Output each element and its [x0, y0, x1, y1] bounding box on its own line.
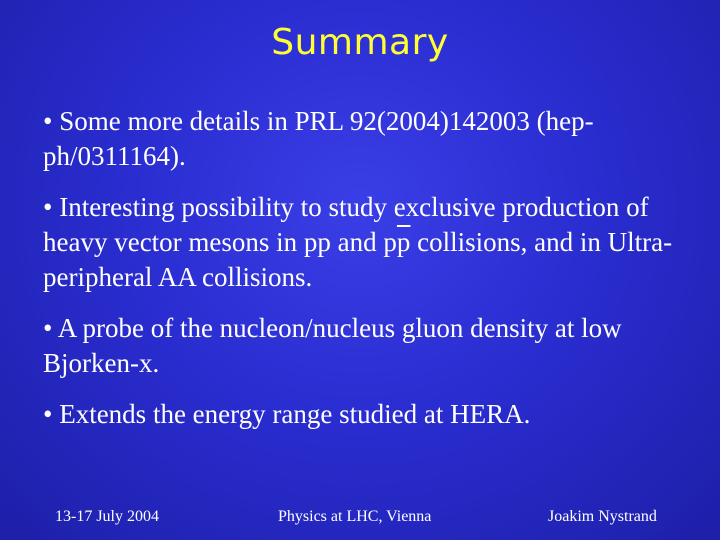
bullet-text: Interesting possibility to study exclusive production of heavy vector mesons in pp and p [43, 192, 649, 257]
footer-author: Joakim Nystrand [548, 508, 657, 525]
antiproton-symbol: $\overline{p}$ [396, 227, 411, 257]
footer-event: Physics at LHC, Vienna [278, 508, 432, 525]
bullet-text: Some more details in PRL 92(2004)142003 (hep-ph/0311164). [43, 106, 594, 171]
bullet-item [43, 190, 693, 295]
bullet-item [43, 104, 693, 174]
slide-title: Summary [271, 22, 449, 63]
bullet-marker: • [43, 106, 60, 136]
bullet-text-continued: collisions, and in Ultra-peripheral AA collisions. [43, 227, 673, 292]
bullet-item [43, 311, 693, 381]
bullet-marker: • [43, 313, 58, 343]
bullet-list [43, 104, 693, 432]
bullet-item [43, 397, 693, 432]
bullet-text: A probe of the nucleon/nucleus gluon density at low Bjorken-x. [43, 313, 622, 378]
bullet-text: Extends the energy range studied at HERA. [59, 399, 531, 429]
bullet-marker: • [43, 399, 60, 429]
bullet-marker: • [43, 192, 60, 222]
footer-date: 13-17 July 2004 [55, 508, 159, 525]
